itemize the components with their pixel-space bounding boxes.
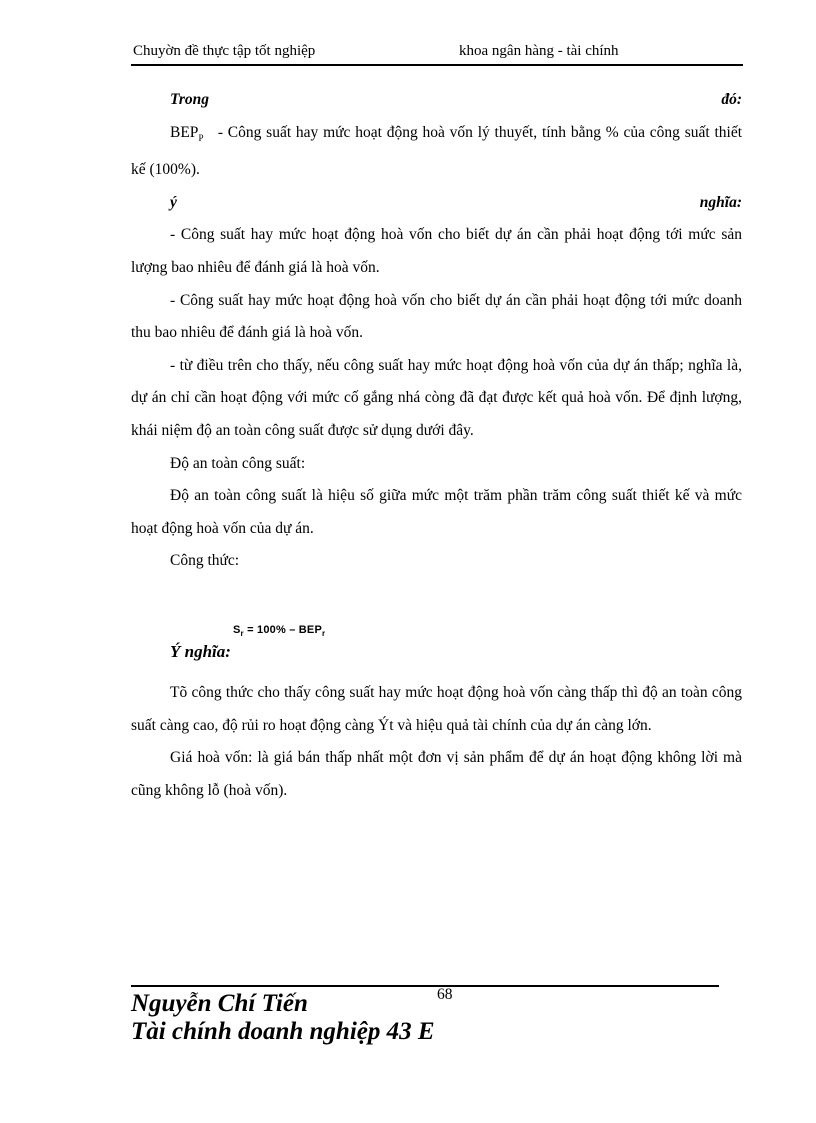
bep-description: - Công suất hay mức hoạt động hoà vốn lý thuyết, tính bằng % của công suất thiết kế (100%). xyxy=(131,123,743,179)
bep-term: $BEP_P$ xyxy=(170,123,204,143)
y-nghia-line xyxy=(131,187,742,220)
trong-do-line xyxy=(131,84,742,117)
author-name: Nguyễn Chí Tiến xyxy=(131,990,308,1017)
header-right-text: khoa ngân hàng - tài chính xyxy=(459,43,619,59)
nghia-label: nghĩa: xyxy=(699,193,742,211)
body-section-1 xyxy=(131,84,742,578)
safety-capacity-formula: $S_r = 100\% - BEP_r$ xyxy=(233,624,326,639)
paragraph: - từ điều trên cho thấy, nếu công suất hay mức hoạt động hoà vốn của dự án thấp; nghĩa là, dự án chỉ cần hoạt động với mức cố gắng nhá còng đã đạt được kết quả hoà vốn. Để định lượng, khái niệm độ an toàn công suất được sử dụng dưới đây. xyxy=(131,356,742,440)
paragraph: - Công suất hay mức hoạt động hoà vốn cho biết dự án cần phải hoạt động tới mức sản lượng bao nhiêu để đánh giá là hoà vốn. xyxy=(131,226,742,277)
author-block xyxy=(131,990,435,1046)
footer-rule xyxy=(131,985,719,987)
bep-definition xyxy=(131,117,742,187)
paragraph: Tõ công thức cho thấy công suất hay mức hoạt động hoà vốn càng thấp thì độ an toàn công suất càng cao, độ rủi ro hoạt động càng Ýt và hiệu quả tài chính của dự án càng lớn. xyxy=(131,684,742,734)
trong-label: Trong xyxy=(170,91,210,108)
paragraph: Công thức: xyxy=(170,552,240,570)
header-left-text: Chuyờn đề thực tập tốt nghiệp xyxy=(133,43,316,59)
paragraph: Độ an toàn công suất: xyxy=(170,454,306,472)
paragraph: Độ an toàn công suất là hiệu số giữa mức một trăm phần trăm công suất thiết kế và mức hoạt động hoà vốn của dự án. xyxy=(131,487,742,537)
body-section-2 xyxy=(131,677,742,807)
paragraph: - Công suất hay mức hoạt động hoà vốn cho biết dự án cần phải hoạt động tới mức doanh thu bao nhiêu để đánh giá là hoà vốn. xyxy=(131,291,742,342)
author-class: Tài chính doanh nghiệp 43 E xyxy=(131,1018,435,1045)
paragraph: Giá hoà vốn: là giá bán thấp nhất một đơn vị sản phẩm để dự án hoạt động không lời mà cũng không lỗ (hoà vốn). xyxy=(131,749,742,799)
y-label: ý xyxy=(170,193,177,211)
y-nghia-heading: Ý nghĩa: xyxy=(170,642,231,661)
do-label: đó: xyxy=(721,91,742,108)
page-header xyxy=(131,40,743,66)
page-number: 68 xyxy=(437,986,453,1003)
